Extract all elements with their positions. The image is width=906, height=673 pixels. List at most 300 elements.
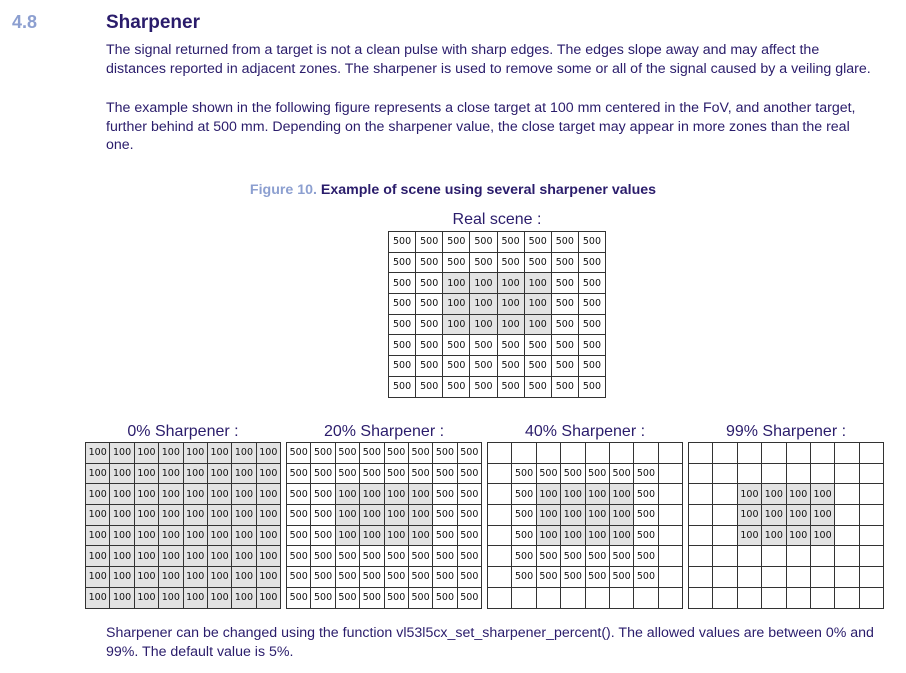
grid-cell: 100 bbox=[335, 525, 359, 546]
grid-row bbox=[86, 525, 281, 546]
grid-row bbox=[389, 314, 606, 335]
grid-cell: 100 bbox=[159, 546, 183, 567]
grid-cell: 500 bbox=[287, 443, 311, 464]
grid-cell: 100 bbox=[524, 314, 551, 335]
grid-cell: 500 bbox=[634, 546, 658, 567]
grid-cell: 100 bbox=[497, 273, 524, 294]
grid-cell: 100 bbox=[256, 525, 280, 546]
grid-cell: 100 bbox=[183, 546, 207, 567]
grid-cell: 500 bbox=[433, 463, 457, 484]
grid-cell bbox=[689, 484, 713, 505]
grid-cell: 100 bbox=[86, 546, 110, 567]
grid-cell: 500 bbox=[389, 356, 416, 377]
grid-cell bbox=[689, 587, 713, 608]
grid-cell: 100 bbox=[609, 525, 633, 546]
grid-cell: 500 bbox=[287, 587, 311, 608]
grid-cell bbox=[713, 505, 737, 526]
grid-cell bbox=[689, 443, 713, 464]
grid-cell: 100 bbox=[470, 314, 497, 335]
grid-cell bbox=[762, 567, 786, 588]
grid-cell: 500 bbox=[311, 443, 335, 464]
grid-cell: 500 bbox=[311, 546, 335, 567]
grid-row bbox=[389, 232, 606, 253]
grid-row bbox=[488, 463, 683, 484]
grid-cell: 500 bbox=[497, 356, 524, 377]
grid-row bbox=[689, 505, 884, 526]
grid-cell: 500 bbox=[443, 335, 470, 356]
grid-cell bbox=[713, 525, 737, 546]
grid-cell: 500 bbox=[561, 463, 585, 484]
grid-cell: 500 bbox=[578, 273, 605, 294]
grid-cell: 100 bbox=[134, 525, 158, 546]
grid-cell: 500 bbox=[470, 232, 497, 253]
grid-cell: 500 bbox=[416, 376, 443, 397]
grid-cell bbox=[658, 546, 682, 567]
grid-cell: 500 bbox=[443, 356, 470, 377]
grid-cell: 500 bbox=[457, 505, 481, 526]
grid-cell: 100 bbox=[232, 463, 256, 484]
grid-cell: 500 bbox=[389, 294, 416, 315]
grid-cell: 100 bbox=[110, 505, 134, 526]
grid-cell: 500 bbox=[585, 463, 609, 484]
real-scene-grid bbox=[388, 231, 606, 398]
grid-row bbox=[488, 484, 683, 505]
grid-cell: 500 bbox=[389, 314, 416, 335]
grid-cell bbox=[737, 443, 761, 464]
grid-cell: 100 bbox=[232, 443, 256, 464]
grid-cell: 500 bbox=[551, 335, 578, 356]
grid-cell: 100 bbox=[335, 484, 359, 505]
grid-cell: 500 bbox=[389, 232, 416, 253]
grid-cell bbox=[859, 505, 883, 526]
grid-cell: 100 bbox=[585, 484, 609, 505]
grid-cell: 100 bbox=[159, 484, 183, 505]
grid-cell: 100 bbox=[384, 525, 408, 546]
grid-row bbox=[86, 567, 281, 588]
grid-cell: 500 bbox=[311, 587, 335, 608]
grid-cell bbox=[859, 463, 883, 484]
sharpener-0-label: 0% Sharpener : bbox=[127, 423, 239, 440]
grid-cell: 500 bbox=[360, 546, 384, 567]
grid-cell bbox=[536, 587, 560, 608]
grid-row bbox=[389, 273, 606, 294]
grid-cell: 500 bbox=[408, 443, 432, 464]
grid-row bbox=[86, 443, 281, 464]
grid-cell: 100 bbox=[207, 443, 231, 464]
grid-cell: 100 bbox=[497, 314, 524, 335]
paragraph-example: The example shown in the following figure represents a close target at 100 mm centered in the FoV, and another target, further behind at 500 mm. Depending on the sharpener value, the close target may appear in more zones than the real one. bbox=[106, 100, 856, 154]
sharpener-20-label: 20% Sharpener : bbox=[323, 423, 445, 440]
grid-cell: 100 bbox=[110, 587, 134, 608]
grid-cell: 100 bbox=[536, 525, 560, 546]
grid-cell: 500 bbox=[578, 252, 605, 273]
paragraph-intro: The signal returned from a target is not a clean pulse with sharp edges. The edges slope away and may affect the distances reported in adjacent zones. The sharpener is used to remove some or all of the signal caused by a veiling glare. bbox=[106, 42, 871, 77]
grid-cell: 500 bbox=[551, 314, 578, 335]
grid-cell: 500 bbox=[408, 587, 432, 608]
grid-cell: 100 bbox=[810, 525, 834, 546]
grid-cell: 500 bbox=[360, 463, 384, 484]
grid-cell: 500 bbox=[433, 567, 457, 588]
grid-cell: 100 bbox=[183, 525, 207, 546]
grid-cell: 100 bbox=[159, 443, 183, 464]
grid-cell: 500 bbox=[443, 376, 470, 397]
grid-cell: 100 bbox=[232, 567, 256, 588]
grid-cell: 100 bbox=[384, 505, 408, 526]
grid-cell: 500 bbox=[536, 463, 560, 484]
grid-cell bbox=[859, 567, 883, 588]
grid-cell: 500 bbox=[578, 356, 605, 377]
grid-cell bbox=[859, 587, 883, 608]
grid-cell: 100 bbox=[232, 546, 256, 567]
grid-row bbox=[86, 505, 281, 526]
grid-cell: 500 bbox=[609, 567, 633, 588]
grid-cell: 500 bbox=[634, 525, 658, 546]
grid-row bbox=[488, 567, 683, 588]
grid-cell bbox=[658, 484, 682, 505]
grid-cell: 500 bbox=[408, 463, 432, 484]
section-title: Sharpener bbox=[106, 12, 200, 33]
grid-cell bbox=[609, 587, 633, 608]
grid-cell: 500 bbox=[384, 546, 408, 567]
grid-cell: 100 bbox=[737, 505, 761, 526]
grid-cell: 500 bbox=[311, 484, 335, 505]
grid-cell bbox=[512, 443, 536, 464]
grid-row bbox=[287, 587, 482, 608]
sharpener-40-grid bbox=[487, 442, 683, 609]
grid-cell: 100 bbox=[470, 273, 497, 294]
grid-cell bbox=[561, 443, 585, 464]
grid-row bbox=[488, 546, 683, 567]
grid-cell: 500 bbox=[512, 505, 536, 526]
grid-cell: 100 bbox=[408, 484, 432, 505]
grid-cell bbox=[689, 505, 713, 526]
grid-cell: 500 bbox=[408, 567, 432, 588]
grid-cell: 100 bbox=[207, 546, 231, 567]
sharpener-40-label: 40% Sharpener : bbox=[524, 423, 646, 440]
grid-cell: 100 bbox=[159, 463, 183, 484]
grid-row bbox=[287, 484, 482, 505]
grid-cell: 500 bbox=[536, 567, 560, 588]
grid-cell: 500 bbox=[360, 443, 384, 464]
grid-row bbox=[689, 567, 884, 588]
grid-cell: 500 bbox=[389, 252, 416, 273]
grid-cell bbox=[737, 587, 761, 608]
grid-cell: 500 bbox=[335, 567, 359, 588]
grid-cell bbox=[786, 546, 810, 567]
grid-cell bbox=[713, 546, 737, 567]
grid-cell: 100 bbox=[232, 525, 256, 546]
grid-cell: 500 bbox=[384, 463, 408, 484]
grid-cell bbox=[810, 587, 834, 608]
grid-cell bbox=[762, 546, 786, 567]
grid-cell: 100 bbox=[207, 525, 231, 546]
grid-cell: 100 bbox=[810, 505, 834, 526]
paragraph-footer: Sharpener can be changed using the function vl53l5cx_set_sharpener_percent(). The allowed values are between 0% and 99%. The default value is 5%. bbox=[106, 625, 874, 660]
grid-cell bbox=[835, 546, 859, 567]
grid-row bbox=[689, 443, 884, 464]
grid-cell: 100 bbox=[207, 463, 231, 484]
grid-cell: 100 bbox=[207, 484, 231, 505]
grid-cell bbox=[713, 463, 737, 484]
figure-title: Example of scene using several sharpener values bbox=[320, 182, 657, 198]
grid-cell bbox=[658, 443, 682, 464]
grid-cell: 100 bbox=[524, 294, 551, 315]
grid-cell bbox=[689, 567, 713, 588]
grid-cell: 100 bbox=[86, 567, 110, 588]
grid-row bbox=[389, 294, 606, 315]
grid-cell bbox=[634, 443, 658, 464]
grid-row bbox=[287, 443, 482, 464]
grid-cell: 500 bbox=[578, 335, 605, 356]
grid-cell: 500 bbox=[311, 463, 335, 484]
grid-cell: 500 bbox=[457, 567, 481, 588]
grid-cell: 500 bbox=[551, 232, 578, 253]
grid-cell: 100 bbox=[232, 587, 256, 608]
grid-cell bbox=[835, 505, 859, 526]
grid-cell: 100 bbox=[737, 484, 761, 505]
grid-cell: 500 bbox=[443, 252, 470, 273]
grid-cell: 100 bbox=[86, 443, 110, 464]
grid-cell: 500 bbox=[384, 443, 408, 464]
grid-cell bbox=[859, 484, 883, 505]
grid-cell: 500 bbox=[389, 273, 416, 294]
grid-cell bbox=[713, 443, 737, 464]
grid-cell: 100 bbox=[110, 525, 134, 546]
grid-cell bbox=[762, 443, 786, 464]
grid-cell: 100 bbox=[183, 484, 207, 505]
grid-cell: 500 bbox=[551, 294, 578, 315]
grid-cell: 100 bbox=[183, 505, 207, 526]
grid-cell: 500 bbox=[578, 314, 605, 335]
grid-row bbox=[86, 463, 281, 484]
grid-cell: 500 bbox=[497, 376, 524, 397]
grid-row bbox=[389, 252, 606, 273]
grid-cell: 500 bbox=[287, 505, 311, 526]
grid-cell bbox=[786, 567, 810, 588]
grid-cell: 500 bbox=[551, 356, 578, 377]
grid-cell: 100 bbox=[110, 443, 134, 464]
grid-cell: 500 bbox=[497, 232, 524, 253]
grid-row bbox=[287, 463, 482, 484]
grid-cell bbox=[810, 443, 834, 464]
grid-cell: 500 bbox=[512, 525, 536, 546]
grid-cell bbox=[658, 525, 682, 546]
grid-cell bbox=[835, 484, 859, 505]
grid-cell bbox=[835, 525, 859, 546]
grid-cell: 500 bbox=[551, 376, 578, 397]
grid-cell bbox=[488, 484, 512, 505]
grid-cell bbox=[810, 546, 834, 567]
grid-row bbox=[689, 463, 884, 484]
grid-cell: 100 bbox=[86, 505, 110, 526]
grid-cell: 100 bbox=[207, 567, 231, 588]
grid-cell: 500 bbox=[634, 463, 658, 484]
grid-cell: 100 bbox=[443, 314, 470, 335]
grid-cell: 100 bbox=[497, 294, 524, 315]
grid-cell: 100 bbox=[159, 525, 183, 546]
grid-cell: 500 bbox=[335, 587, 359, 608]
grid-cell: 100 bbox=[609, 484, 633, 505]
grid-row bbox=[287, 546, 482, 567]
grid-cell: 100 bbox=[786, 505, 810, 526]
grid-cell: 500 bbox=[311, 567, 335, 588]
grid-cell bbox=[488, 587, 512, 608]
grid-cell: 100 bbox=[134, 484, 158, 505]
grid-cell bbox=[689, 463, 713, 484]
grid-row bbox=[488, 443, 683, 464]
grid-cell: 500 bbox=[551, 273, 578, 294]
grid-cell: 500 bbox=[335, 546, 359, 567]
grid-cell bbox=[737, 546, 761, 567]
grid-cell: 500 bbox=[512, 546, 536, 567]
grid-cell: 100 bbox=[134, 546, 158, 567]
grid-cell: 500 bbox=[634, 567, 658, 588]
grid-cell: 500 bbox=[457, 443, 481, 464]
grid-cell: 500 bbox=[578, 376, 605, 397]
grid-cell: 500 bbox=[416, 273, 443, 294]
grid-row bbox=[86, 587, 281, 608]
grid-row bbox=[86, 546, 281, 567]
grid-cell: 500 bbox=[578, 232, 605, 253]
grid-cell: 100 bbox=[585, 505, 609, 526]
grid-cell bbox=[689, 525, 713, 546]
grid-cell bbox=[536, 443, 560, 464]
grid-cell: 500 bbox=[497, 335, 524, 356]
grid-cell bbox=[658, 587, 682, 608]
grid-row bbox=[488, 587, 683, 608]
grid-cell bbox=[859, 525, 883, 546]
grid-cell: 100 bbox=[609, 505, 633, 526]
grid-cell bbox=[488, 443, 512, 464]
grid-cell: 500 bbox=[433, 587, 457, 608]
grid-cell: 100 bbox=[134, 505, 158, 526]
grid-cell: 500 bbox=[433, 525, 457, 546]
grid-cell: 500 bbox=[335, 443, 359, 464]
grid-cell: 100 bbox=[86, 484, 110, 505]
grid-cell: 100 bbox=[408, 505, 432, 526]
grid-cell: 100 bbox=[786, 484, 810, 505]
grid-cell: 500 bbox=[512, 484, 536, 505]
grid-cell: 500 bbox=[335, 463, 359, 484]
grid-cell: 100 bbox=[561, 505, 585, 526]
grid-cell bbox=[512, 587, 536, 608]
grid-cell bbox=[658, 567, 682, 588]
grid-cell: 500 bbox=[470, 252, 497, 273]
grid-cell: 500 bbox=[609, 546, 633, 567]
grid-cell: 500 bbox=[470, 376, 497, 397]
grid-cell: 100 bbox=[561, 525, 585, 546]
grid-cell: 100 bbox=[810, 484, 834, 505]
grid-cell bbox=[835, 567, 859, 588]
grid-cell bbox=[585, 587, 609, 608]
figure-number: Figure 10. bbox=[249, 182, 317, 198]
sharpener-0-grid bbox=[85, 442, 281, 609]
sharpener-20-grid bbox=[286, 442, 482, 609]
grid-row bbox=[689, 484, 884, 505]
grid-cell bbox=[786, 463, 810, 484]
grid-cell: 100 bbox=[256, 546, 280, 567]
grid-cell bbox=[658, 505, 682, 526]
grid-cell: 100 bbox=[159, 587, 183, 608]
grid-cell: 500 bbox=[512, 567, 536, 588]
grid-cell: 500 bbox=[389, 376, 416, 397]
grid-cell: 100 bbox=[536, 505, 560, 526]
grid-row bbox=[287, 567, 482, 588]
grid-cell: 100 bbox=[786, 525, 810, 546]
grid-cell: 500 bbox=[416, 232, 443, 253]
grid-cell: 100 bbox=[256, 587, 280, 608]
grid-cell bbox=[810, 463, 834, 484]
grid-cell: 100 bbox=[110, 567, 134, 588]
grid-cell: 500 bbox=[524, 356, 551, 377]
section-number: 4.8 bbox=[12, 12, 38, 32]
grid-cell: 500 bbox=[384, 587, 408, 608]
grid-cell: 500 bbox=[524, 376, 551, 397]
grid-cell bbox=[713, 567, 737, 588]
grid-cell: 100 bbox=[232, 505, 256, 526]
grid-cell: 500 bbox=[416, 314, 443, 335]
grid-cell: 500 bbox=[561, 567, 585, 588]
grid-cell: 100 bbox=[134, 443, 158, 464]
grid-cell bbox=[634, 587, 658, 608]
grid-cell: 500 bbox=[416, 294, 443, 315]
grid-cell: 100 bbox=[256, 567, 280, 588]
grid-cell: 500 bbox=[585, 546, 609, 567]
grid-cell bbox=[488, 567, 512, 588]
grid-row bbox=[689, 525, 884, 546]
grid-cell: 100 bbox=[256, 463, 280, 484]
sharpener-99-grid bbox=[688, 442, 884, 609]
grid-cell: 500 bbox=[287, 484, 311, 505]
grid-cell: 500 bbox=[443, 232, 470, 253]
grid-cell bbox=[835, 443, 859, 464]
grid-cell: 500 bbox=[416, 252, 443, 273]
grid-cell: 500 bbox=[524, 232, 551, 253]
grid-cell bbox=[762, 587, 786, 608]
grid-cell: 500 bbox=[457, 587, 481, 608]
grid-cell: 100 bbox=[134, 463, 158, 484]
grid-cell bbox=[786, 443, 810, 464]
grid-cell: 500 bbox=[389, 335, 416, 356]
grid-cell: 500 bbox=[416, 356, 443, 377]
real-scene-label: Real scene : bbox=[452, 211, 542, 228]
grid-cell: 100 bbox=[762, 484, 786, 505]
grid-cell bbox=[737, 463, 761, 484]
grid-cell: 100 bbox=[737, 525, 761, 546]
grid-cell bbox=[737, 567, 761, 588]
grid-cell: 500 bbox=[433, 484, 457, 505]
grid-cell: 100 bbox=[134, 587, 158, 608]
grid-cell: 100 bbox=[232, 484, 256, 505]
grid-cell: 100 bbox=[86, 587, 110, 608]
grid-cell: 500 bbox=[311, 525, 335, 546]
grid-cell: 500 bbox=[433, 443, 457, 464]
grid-cell: 100 bbox=[360, 525, 384, 546]
grid-cell bbox=[713, 587, 737, 608]
grid-cell: 500 bbox=[470, 335, 497, 356]
grid-cell: 100 bbox=[207, 587, 231, 608]
grid-cell bbox=[609, 443, 633, 464]
grid-cell: 500 bbox=[457, 546, 481, 567]
grid-cell: 500 bbox=[287, 567, 311, 588]
grid-cell: 100 bbox=[443, 273, 470, 294]
grid-cell: 500 bbox=[311, 505, 335, 526]
grid-cell bbox=[835, 463, 859, 484]
grid-cell: 500 bbox=[416, 335, 443, 356]
grid-cell: 100 bbox=[762, 525, 786, 546]
grid-cell bbox=[762, 463, 786, 484]
grid-cell: 500 bbox=[524, 335, 551, 356]
